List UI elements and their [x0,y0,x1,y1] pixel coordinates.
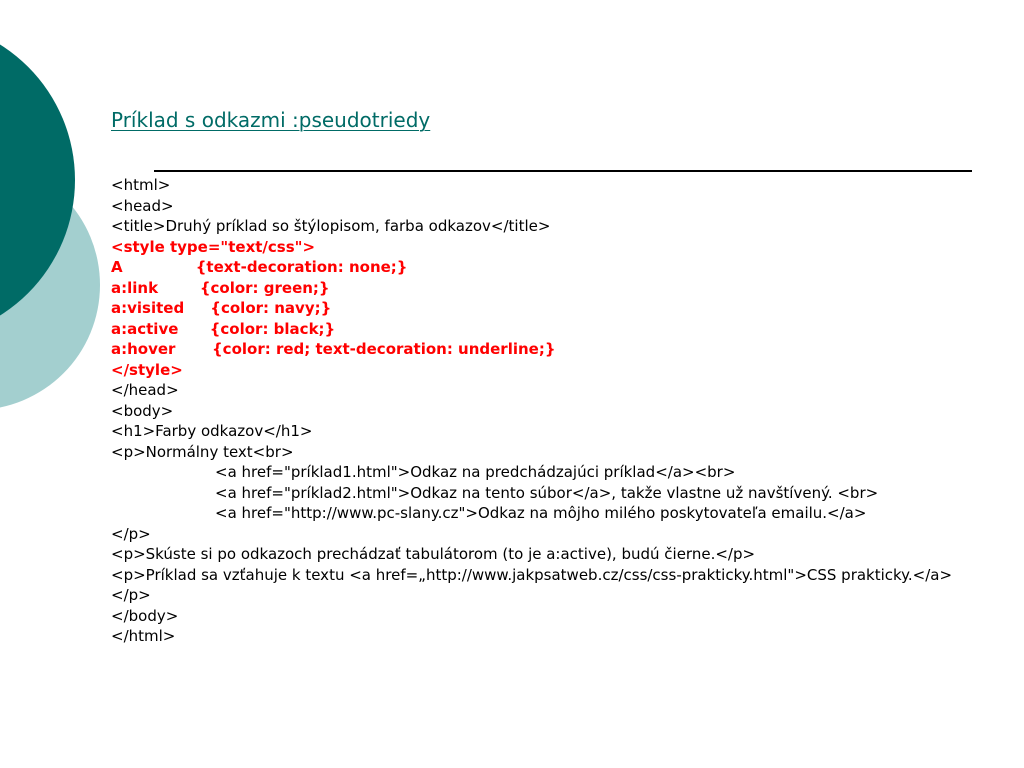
code-line: <title>Druhý príklad so štýlopisom, farba odkazov</title> [111,217,551,235]
code-line: <head> [111,196,174,215]
code-line: </html> [111,627,176,645]
code-line: a:hover {color: red; text-decoration: underline;} [111,340,556,358]
code-line: <p>Normálny text<br> [111,442,294,461]
code-line: </head> [111,381,179,399]
code-line: <p>Príklad sa vzťahuje k textu <a href=„http://www.jakpsatweb.cz/css/css-prakticky.html">CSS prakticky.</a></p> [111,565,953,604]
code-line: <style type="text/css"> [111,237,316,256]
code-line: a:visited {color: navy;} [111,299,332,317]
code-line: <a href="http://www.pc-slany.cz">Odkaz na môjho milého poskytovateľa emailu.</a> [215,504,867,522]
code-line: <html> [111,176,171,194]
title-divider [154,170,972,172]
code-line: <body> [111,401,174,420]
code-line: </body> [111,606,179,625]
code-line: <a href="príklad1.html">Odkaz na predchádzajúci príklad</a><br> [215,463,736,481]
slide-title: Príklad s odkazmi :pseudotriedy [111,108,431,132]
code-line: </p> [111,524,151,543]
code-listing [111,175,991,647]
code-line: <h1>Farby odkazov</h1> [111,422,313,440]
code-line: </style> [111,360,183,379]
code-line: <a href="príklad2.html">Odkaz na tento súbor</a>, takže vlastne už navštívený. <br> [215,483,879,502]
code-line: <p>Skúste si po odkazoch prechádzať tabulátorom (to je a:active), budú čierne.</p> [111,545,756,563]
code-line: a:active {color: black;} [111,319,336,338]
code-line: a:link {color: green;} [111,278,330,297]
code-line: A {text-decoration: none;} [111,258,408,276]
